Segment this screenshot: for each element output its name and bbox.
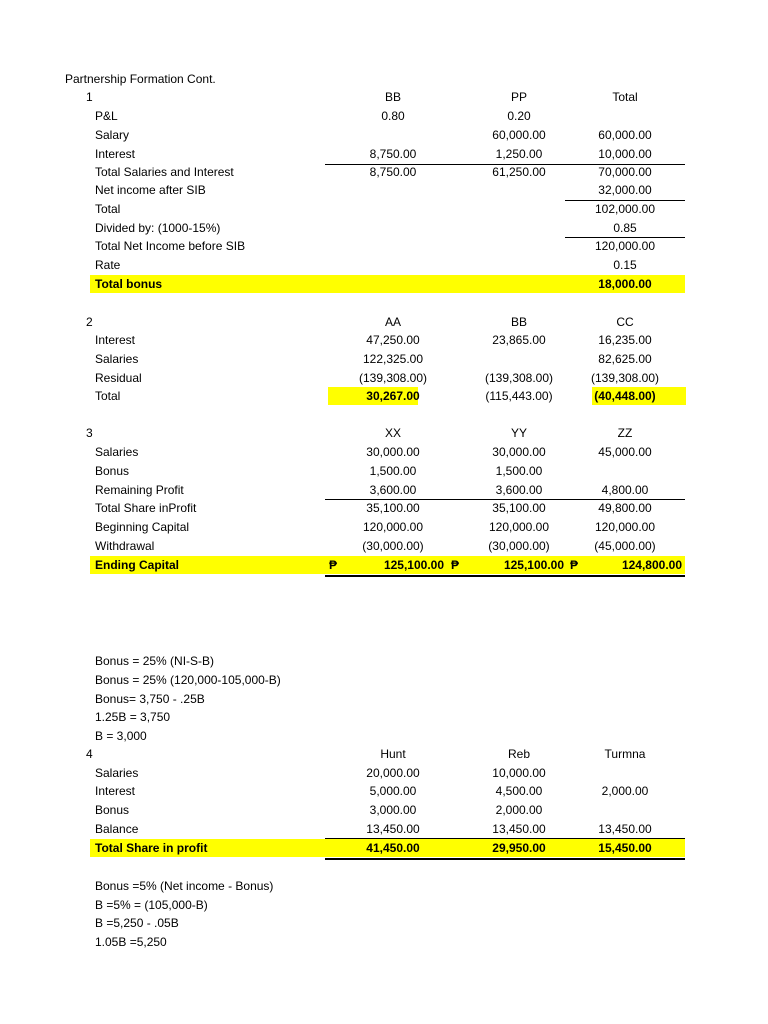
cell: 8,750.00 [369, 147, 417, 161]
table-row [0, 820, 768, 838]
col-header: AA [384, 315, 401, 329]
cell: 70,000.00 [598, 165, 652, 179]
cell: 23,865.00 [492, 333, 546, 347]
row-label: Total Share inProfit [95, 501, 197, 515]
cell: 13,450.00 [492, 822, 546, 836]
col-header: PP [510, 90, 527, 104]
note-line: Bonus= 3,750 - .25B [95, 692, 205, 706]
row-label: Salary [95, 128, 130, 142]
cell: (45,000.00) [594, 539, 656, 553]
cell: 45,000.00 [598, 445, 652, 459]
cell: 30,000.00 [366, 445, 420, 459]
cell: (40,448.00) [594, 389, 656, 403]
note-line: 1.05B =5,250 [95, 935, 167, 949]
table-row [0, 764, 768, 782]
table-row [0, 350, 768, 368]
section-number: 4 [86, 747, 93, 761]
table-row [0, 256, 768, 274]
cell: 32,000.00 [598, 183, 652, 197]
peso-sign: ₱ [570, 558, 579, 572]
page-title: Partnership Formation Cont. [65, 72, 216, 86]
col-header: YY [510, 426, 527, 440]
cell: 125,100.00 [383, 558, 444, 572]
table-row-total [0, 556, 768, 574]
col-header: CC [616, 315, 634, 329]
table-row-total [0, 387, 768, 405]
cell: 47,250.00 [366, 333, 420, 347]
row-label: Rate [95, 258, 121, 272]
col-header: Reb [507, 747, 530, 761]
note-line: B =5,250 - .05B [95, 916, 179, 930]
cell: 5,000.00 [369, 784, 417, 798]
table-row [0, 163, 768, 181]
cell: (139,308.00) [358, 371, 428, 385]
note-line: 1.25B = 3,750 [95, 710, 171, 724]
col-header: BB [510, 315, 527, 329]
cell: (30,000.00) [362, 539, 424, 553]
col-header: BB [384, 90, 401, 104]
section-number: 3 [86, 426, 93, 440]
table-row [0, 518, 768, 536]
col-header: XX [384, 426, 401, 440]
table-row-total [0, 839, 768, 857]
table-row [0, 537, 768, 555]
cell: 124,800.00 [621, 558, 682, 572]
row-label: Residual [95, 371, 142, 385]
cell: 18,000.00 [598, 277, 652, 291]
table-row [0, 481, 768, 499]
col-header: Turmna [604, 747, 646, 761]
row-label: Net income after SIB [95, 183, 206, 197]
cell: 3,600.00 [495, 483, 543, 497]
table-row [0, 145, 768, 163]
row-label: Interest [95, 147, 136, 161]
row-label: Total [95, 202, 121, 216]
cell: 3,000.00 [369, 803, 417, 817]
cell: 60,000.00 [492, 128, 546, 142]
cell: 16,235.00 [598, 333, 652, 347]
cell: 30,267.00 [366, 389, 420, 403]
row-label: Withdrawal [95, 539, 155, 553]
cell: 0.15 [613, 258, 637, 272]
cell: 10,000.00 [598, 147, 652, 161]
cell: 0.80 [381, 109, 405, 123]
double-rule [325, 858, 685, 860]
cell: (139,308.00) [484, 371, 554, 385]
note-line: B =5% = (105,000-B) [95, 898, 208, 912]
cell: (139,308.00) [590, 371, 660, 385]
cell: 125,100.00 [503, 558, 564, 572]
cell: 35,100.00 [366, 501, 420, 515]
row-label: Bonus [95, 803, 130, 817]
s2-header-row [0, 313, 768, 331]
cell: 120,000.00 [594, 239, 656, 253]
note-line: Bonus = 25% (120,000-105,000-B) [95, 673, 281, 687]
section-number: 2 [86, 315, 93, 329]
cell: 0.85 [613, 221, 637, 235]
table-row [0, 107, 768, 125]
table-row [0, 462, 768, 480]
cell: 4,800.00 [601, 483, 649, 497]
row-label: Interest [95, 333, 136, 347]
peso-sign: ₱ [329, 558, 338, 572]
cell: 102,000.00 [594, 202, 656, 216]
cell: 49,800.00 [598, 501, 652, 515]
row-label: P&L [95, 109, 118, 123]
cell: 10,000.00 [492, 766, 546, 780]
note-line: B = 3,000 [95, 729, 147, 743]
cell: 122,325.00 [362, 352, 424, 366]
row-label: Total Net Income before SIB [95, 239, 246, 253]
row-label: Ending Capital [95, 558, 179, 572]
table-row [0, 331, 768, 349]
table-row [0, 219, 768, 237]
table-row [0, 499, 768, 517]
cell: 60,000.00 [598, 128, 652, 142]
table-row [0, 181, 768, 199]
cell: 120,000.00 [488, 520, 550, 534]
cell: 13,450.00 [366, 822, 420, 836]
cell: 82,625.00 [598, 352, 652, 366]
cell: 2,000.00 [495, 803, 543, 817]
row-label: Total Salaries and Interest [95, 165, 234, 179]
cell: 1,250.00 [495, 147, 543, 161]
row-label: Interest [95, 784, 136, 798]
row-label: Total bonus [95, 277, 163, 291]
col-header: Total [612, 90, 638, 104]
note-line: Bonus = 25% (NI-S-B) [95, 654, 215, 668]
row-label: Total [95, 389, 121, 403]
col-header: ZZ [617, 426, 633, 440]
cell: 120,000.00 [594, 520, 656, 534]
cell: 35,100.00 [492, 501, 546, 515]
s4-header-row [0, 745, 768, 763]
cell: 0.20 [507, 109, 531, 123]
row-label: Divided by: (1000-15%) [95, 221, 221, 235]
cell: 8,750.00 [369, 165, 417, 179]
table-row [0, 369, 768, 387]
row-label: Balance [95, 822, 139, 836]
cell: 120,000.00 [362, 520, 424, 534]
s3-header-row [0, 424, 768, 442]
cell: 30,000.00 [492, 445, 546, 459]
cell: (115,443.00) [485, 389, 553, 403]
table-row [0, 782, 768, 800]
section-number: 1 [86, 90, 93, 104]
cell: 3,600.00 [369, 483, 417, 497]
table-row-total [0, 275, 768, 293]
cell: 15,450.00 [598, 841, 652, 855]
table-row [0, 126, 768, 144]
col-header: Hunt [380, 747, 406, 761]
row-label: Remaining Profit [95, 483, 184, 497]
cell: 1,500.00 [369, 464, 417, 478]
cell: 4,500.00 [495, 784, 543, 798]
cell: (30,000.00) [488, 539, 550, 553]
cell: 1,500.00 [495, 464, 543, 478]
double-rule [325, 575, 685, 577]
cell: 61,250.00 [492, 165, 546, 179]
peso-sign: ₱ [451, 558, 460, 572]
cell: 13,450.00 [598, 822, 652, 836]
table-row [0, 237, 768, 255]
cell: 29,950.00 [492, 841, 546, 855]
row-label: Total Share in profit [95, 841, 208, 855]
note-line: Bonus =5% (Net income - Bonus) [95, 879, 274, 893]
table-row [0, 200, 768, 218]
row-label: Salaries [95, 766, 139, 780]
row-label: Salaries [95, 352, 139, 366]
table-row [0, 801, 768, 819]
cell: 41,450.00 [366, 841, 420, 855]
cell: 20,000.00 [366, 766, 420, 780]
cell: 2,000.00 [601, 784, 649, 798]
row-label: Bonus [95, 464, 130, 478]
table-row [0, 443, 768, 461]
row-label: Beginning Capital [95, 520, 190, 534]
row-label: Salaries [95, 445, 139, 459]
s1-header-row [0, 88, 768, 106]
